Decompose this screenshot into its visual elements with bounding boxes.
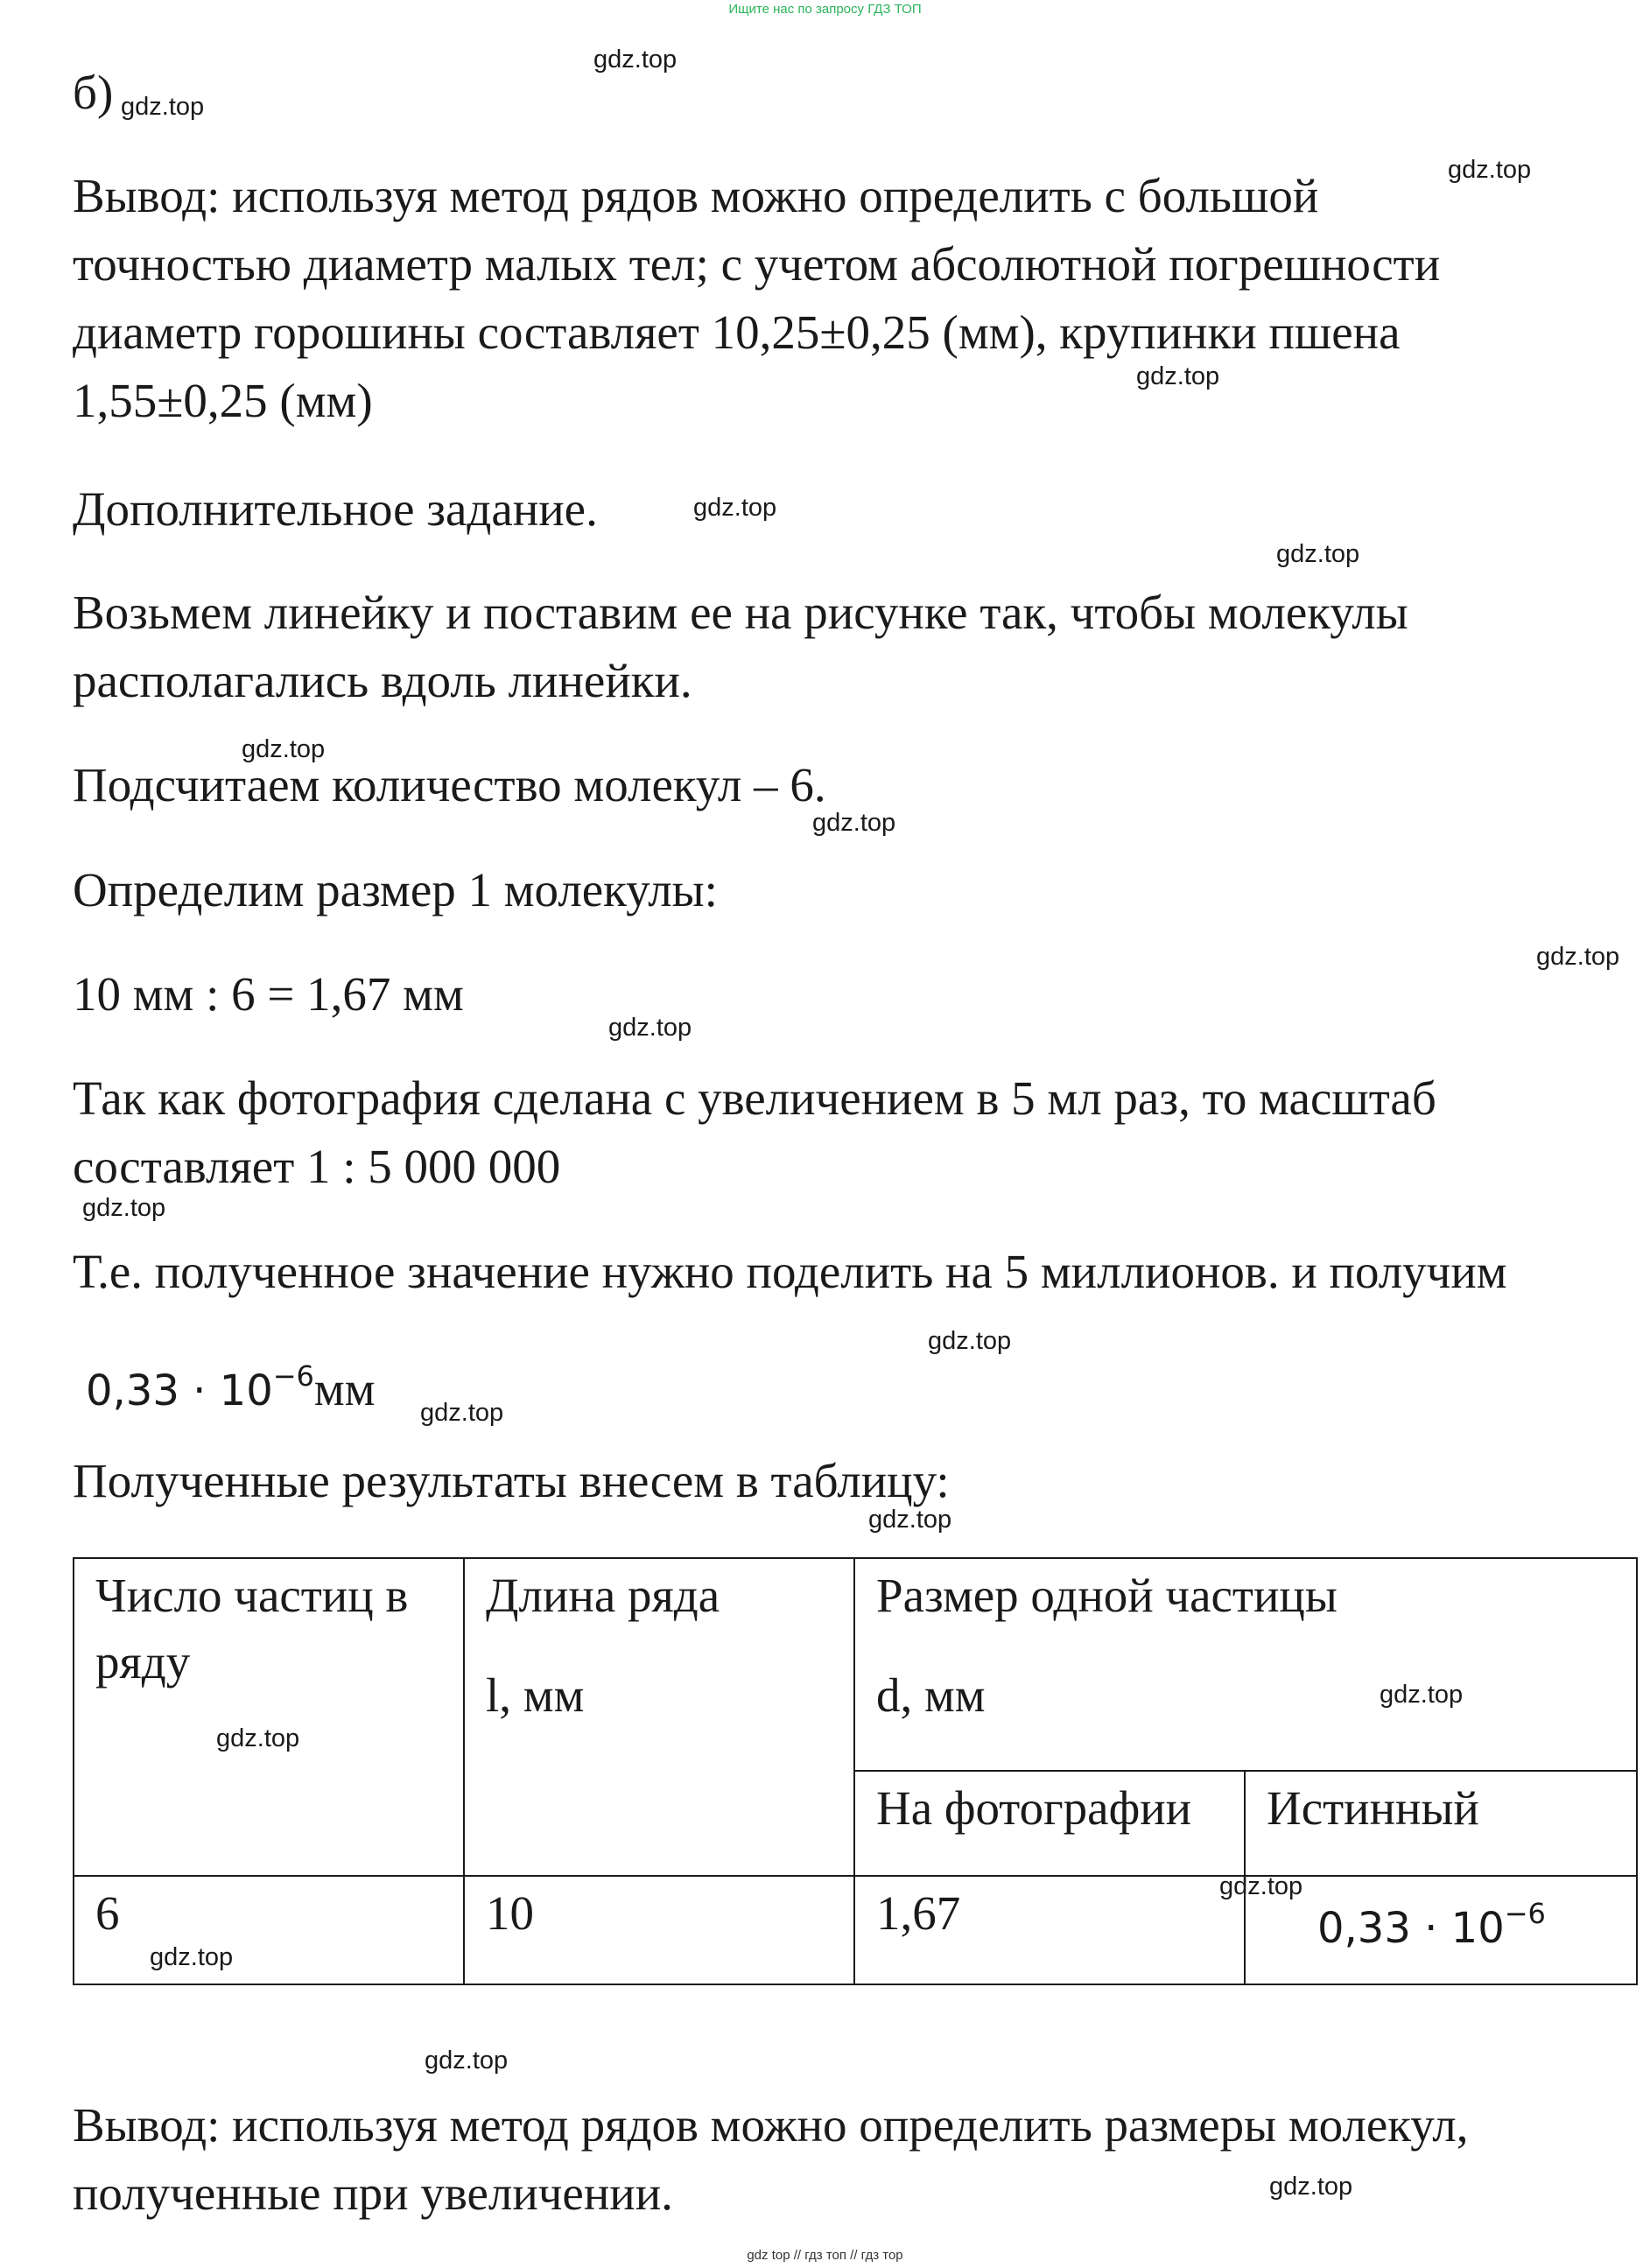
watermark: gdz.top bbox=[1448, 156, 1532, 184]
header-particle-size-line-2: d, мм bbox=[876, 1668, 986, 1722]
cell-length-value: 10 bbox=[486, 1886, 534, 1940]
table-row bbox=[74, 1876, 1637, 1984]
result-formula-unit: мм bbox=[313, 1362, 376, 1415]
header-particle-size-line-1: Размер одной частицы bbox=[876, 1569, 1338, 1622]
cell-true-base: 0,33 · 10 bbox=[1317, 1904, 1505, 1953]
subheader-on-photo bbox=[854, 1771, 1245, 1876]
header-particle-count-line-2: ряду bbox=[95, 1635, 191, 1689]
result-formula-base: 0,33 · 10 bbox=[86, 1366, 273, 1415]
item-label: б) bbox=[73, 66, 114, 119]
watermark: gdz.top bbox=[216, 1724, 300, 1752]
cell-length bbox=[464, 1876, 854, 1984]
watermark: gdz.top bbox=[1380, 1681, 1464, 1709]
table-header-row bbox=[74, 1558, 1637, 1771]
watermark: gdz.top bbox=[242, 735, 326, 763]
table-intro: Полученные результаты внесем в таблицу: bbox=[73, 1454, 950, 1507]
watermark: gdz.top bbox=[868, 1506, 952, 1534]
scale-text-line-2: составляет 1 : 5 000 000 bbox=[73, 1140, 561, 1193]
watermark: gdz.top bbox=[1269, 2173, 1353, 2201]
header-row-length-line-1: Длина ряда bbox=[486, 1569, 720, 1622]
size-text: Определим размер 1 молекулы: bbox=[73, 863, 718, 916]
conclusion-2-line-2: полученные при увеличении. bbox=[73, 2166, 673, 2220]
watermark: gdz.top bbox=[593, 46, 678, 74]
count-text: Подсчитаем количество молекул – 6. bbox=[73, 758, 826, 811]
cell-true bbox=[1245, 1876, 1637, 1984]
search-banner: Ищите нас по запросу ГДЗ ТОП bbox=[728, 2, 922, 17]
watermark: gdz.top bbox=[425, 2047, 509, 2075]
conclusion-1-line-1: Вывод: используя метод рядов можно определить с большой bbox=[73, 169, 1319, 222]
conclusion-1-line-2: точностью диаметр малых тел; с учетом абсолютной погрешности bbox=[73, 237, 1441, 291]
watermark: gdz.top bbox=[1536, 943, 1620, 971]
conclusion-1-line-3: диаметр горошины составляет 10,25±0,25 (мм), крупинки пшена bbox=[73, 305, 1401, 359]
cell-count bbox=[74, 1876, 464, 1984]
header-particle-count-line-1: Число частиц в bbox=[95, 1569, 409, 1622]
calc-text: 10 мм : 6 = 1,67 мм bbox=[73, 967, 464, 1021]
results-table bbox=[73, 1557, 1638, 1985]
watermark: gdz.top bbox=[693, 494, 777, 522]
extra-task-title: Дополнительное задание. bbox=[73, 482, 598, 536]
cell-true-exponent: −6 bbox=[1504, 1897, 1546, 1930]
watermark: gdz.top bbox=[82, 1194, 166, 1222]
watermark: gdz.top bbox=[1219, 1872, 1303, 1900]
header-particle-count bbox=[74, 1558, 464, 1876]
watermark: gdz.top bbox=[121, 93, 205, 121]
conclusion-2-line-1: Вывод: используя метод рядов можно определить размеры молекул, bbox=[73, 2098, 1469, 2152]
result-formula-exponent: −6 bbox=[272, 1359, 314, 1393]
subheader-on-photo-text: На фотографии bbox=[876, 1781, 1192, 1835]
ruler-text-line-1: Возьмем линейку и поставим ее на рисунке так, чтобы молекулы bbox=[73, 586, 1408, 639]
watermark: gdz.top bbox=[812, 809, 896, 837]
result-formula bbox=[86, 1343, 376, 1424]
ruler-text-line-2: располагались вдоль линейки. bbox=[73, 654, 692, 707]
header-particle-size bbox=[854, 1558, 1637, 1771]
watermark: gdz.top bbox=[608, 1014, 692, 1042]
cell-photo bbox=[854, 1876, 1245, 1984]
watermark: gdz.top bbox=[420, 1399, 504, 1427]
footer-watermark: gdz top // гдз топ // гдз тор bbox=[747, 2248, 903, 2263]
cell-photo-value: 1,67 bbox=[876, 1886, 961, 1940]
scale-text-line-1: Так как фотография сделана с увеличением в 5 мл раз, то масштаб bbox=[73, 1071, 1436, 1125]
watermark: gdz.top bbox=[1276, 540, 1360, 568]
conclusion-1-line-4: 1,55±0,25 (мм) bbox=[73, 374, 373, 427]
cell-count-value: 6 bbox=[95, 1886, 120, 1940]
watermark: gdz.top bbox=[150, 1943, 234, 1971]
divide-text: Т.е. полученное значение нужно поделить на 5 миллионов. и получим bbox=[73, 1245, 1507, 1298]
header-row-length bbox=[464, 1558, 854, 1876]
subheader-true-text: Истинный bbox=[1267, 1781, 1479, 1835]
header-row-length-line-2: l, мм bbox=[486, 1668, 585, 1722]
watermark: gdz.top bbox=[928, 1327, 1012, 1355]
subheader-true bbox=[1245, 1771, 1637, 1876]
watermark: gdz.top bbox=[1136, 362, 1220, 390]
